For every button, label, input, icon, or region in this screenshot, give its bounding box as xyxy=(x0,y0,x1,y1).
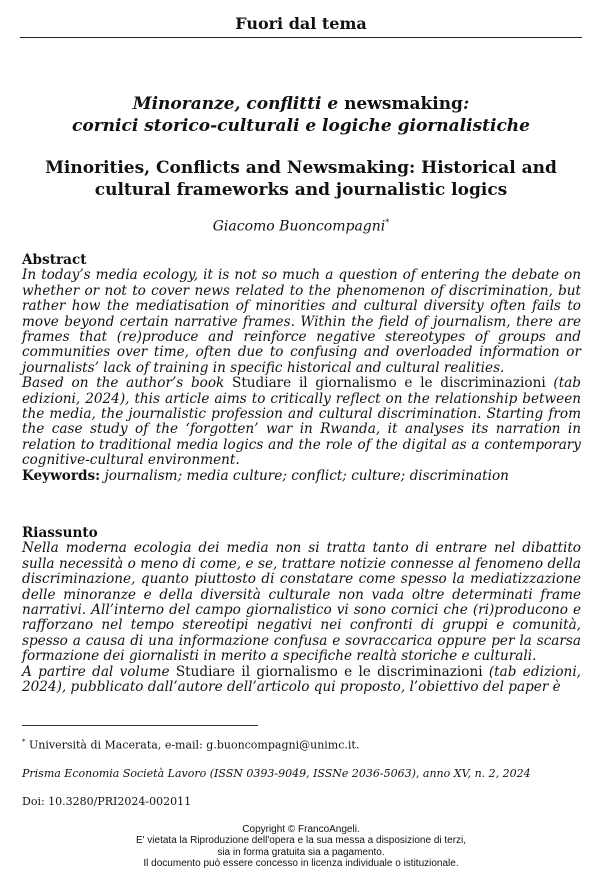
journal-citation: Prisma Economia Società Lavoro (ISSN 0393-9049, ISSNe 2036-5063), anno XV, n. 2, 2024 xyxy=(22,767,531,780)
author-footnote-mark: * xyxy=(385,218,390,227)
abstract-paragraph-1: In today’s media ecology, it is not so much a question of entering the debate on whether or not to cover news related to the phenomenon of discrimination, but rather how the mediatisation of minorities and cultural diversity often fails to move beyond certain narrative frames. Within the field of journalism, there are frames that (re)produce and reinforce negative stereotypes of groups and communities over time, often due to confusing and overloaded information or journalists’ lack of training in specific historical and cultural realities. xyxy=(22,267,581,376)
copyright-line-4: Il documento può essere concesso in licenza individuale o istituzionale. xyxy=(143,858,459,870)
abstract-book-title: Studiare il giornalismo e le discriminazioni xyxy=(232,375,546,392)
riassunto-book-title: Studiare il giornalismo e le discriminazioni xyxy=(175,663,483,680)
riassunto-p2-start: A partire dal volume xyxy=(22,663,176,680)
author-name: Giacomo Buoncompagni xyxy=(212,218,386,235)
abstract-paragraph-2 xyxy=(22,376,581,468)
author-line xyxy=(20,218,582,235)
english-title xyxy=(20,157,582,201)
keywords-label: Keywords: xyxy=(22,467,101,484)
italian-title-part1: Minoranze, conflitti xyxy=(132,94,328,114)
doi: Doi: 10.3280/PRI2024-002011 xyxy=(22,795,192,808)
italian-title-part3: newsmaking xyxy=(338,94,463,114)
italian-title xyxy=(20,93,582,137)
riassunto-paragraph-2 xyxy=(22,665,581,696)
section-header: Fuori dal tema xyxy=(20,14,582,38)
english-title-line2: cultural frameworks and journalistic logics xyxy=(94,180,508,200)
abstract-heading: Abstract xyxy=(22,252,87,268)
abstract-section xyxy=(22,253,581,484)
footnote-affiliation xyxy=(22,738,359,752)
italian-title-part4: : xyxy=(462,94,470,114)
italian-title-line2: cornici storico-culturali e logiche giornalistiche xyxy=(72,116,530,136)
riassunto-paragraph-1: Nella moderna ecologia dei media non si tratta tanto di entrare nel dibattito sulla necessità o meno di come, e se, trattare notizie connesse al fenomeno della discriminazione, quanto piuttosto di constatare come spesso la mediatizzazione delle minoranze e della diversità culturale non vada oltre determinati frame narrativi. All’interno del campo giornalistico vi sono cornici che (ri)producono e rafforzano nel tempo stereotipi negativi nei confronti di gruppi e comunità, spesso a causa di una informazione confusa e sovraccarica oppure per la scarsa formazione dei giornalisti in merito a specifiche realtà storiche e culturali. xyxy=(22,540,581,665)
keywords-values: journalism; media culture; conflict; culture; discrimination xyxy=(100,467,509,484)
copyright-notice xyxy=(20,824,582,870)
copyright-line-3: sia in forma gratuita sia a pagamento. xyxy=(217,846,385,858)
footnote-divider xyxy=(22,725,258,726)
abstract-p2-start: Based on the author’s book xyxy=(22,375,232,392)
italian-title-part2: e xyxy=(327,94,339,114)
riassunto-p2-end: (tab edizioni, 2024), pubblicato dall’autore dell’articolo qui proposto, l’obiettivo del paper è xyxy=(22,663,581,696)
riassunto-heading: Riassunto xyxy=(22,525,98,541)
copyright-line-1: Copyright © FrancoAngeli. xyxy=(242,824,360,835)
footnote-affiliation-text: Università di Macerata, e-mail: g.buoncompagni@unimc.it. xyxy=(25,738,360,752)
abstract-p2-end: (tab edizioni, 2024), this article aims to critically reflect on the relationship between the media, the journalistic profession and cultural discrimination. Starting from the case study of the ‘forgotten’ war in Rwanda, it analyses its narration in relation to traditional media logics and the role of the digital as a contemporary cognitive-cultural environment. xyxy=(22,375,581,469)
riassunto-section xyxy=(22,526,581,695)
copyright-line-2: E' vietata la Riproduzione dell'opera e la sua messa a disposizione di terzi, xyxy=(135,835,467,847)
footnote-mark: * xyxy=(22,738,26,746)
keywords-line xyxy=(22,469,581,484)
english-title-line1: Minorities, Conflicts and Newsmaking: Historical and xyxy=(45,158,557,178)
